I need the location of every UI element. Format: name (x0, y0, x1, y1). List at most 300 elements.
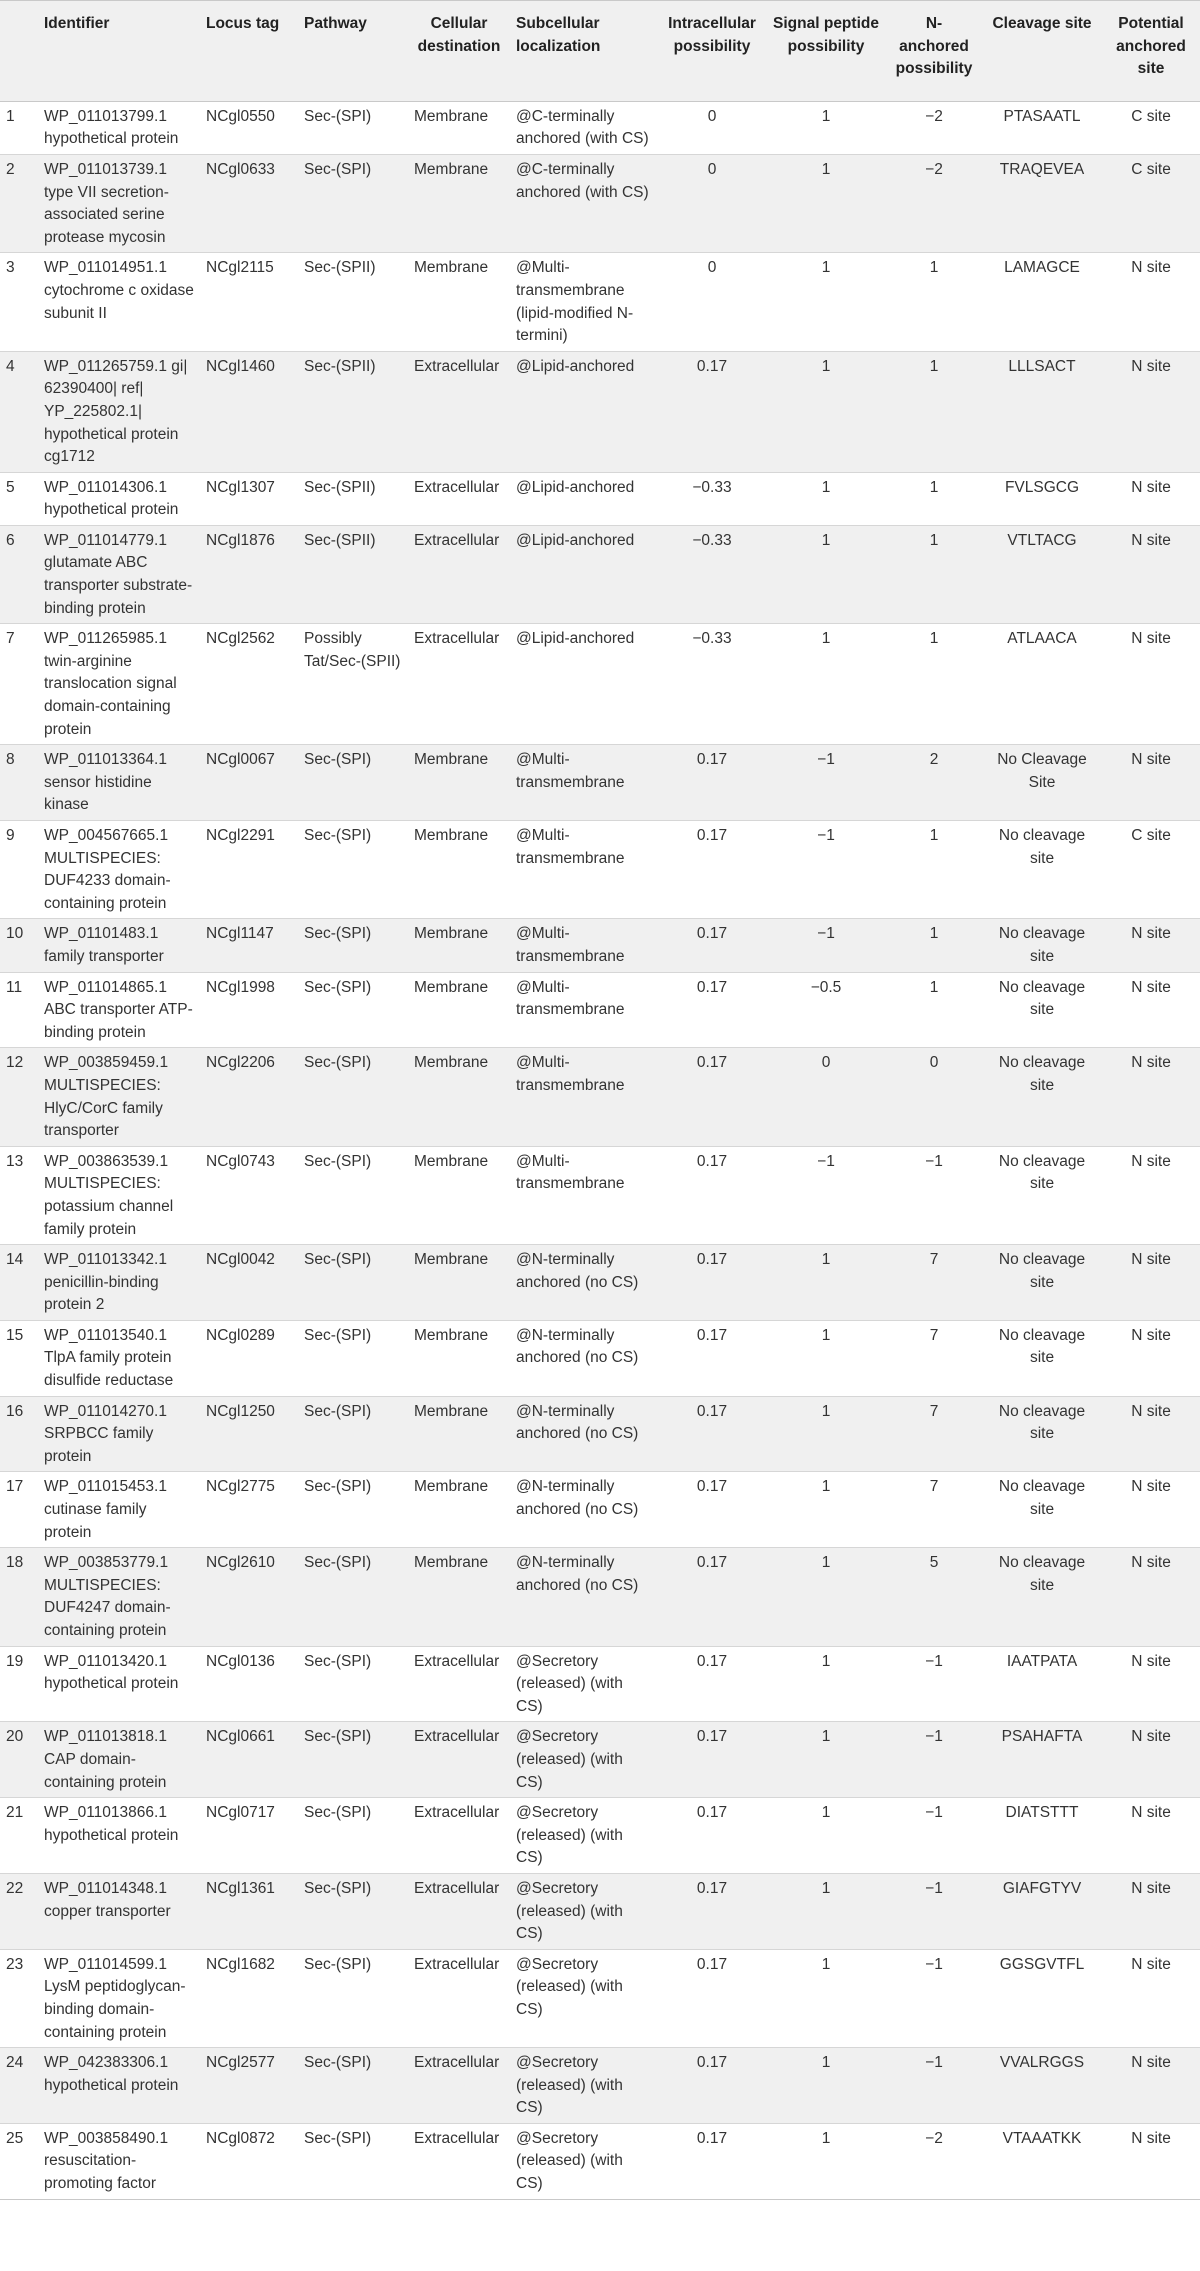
locus-tag-cell: NCgl2206 (206, 1054, 275, 1072)
cleavage-site-cell: No Cleavage Site (997, 751, 1087, 791)
subcellular-localization-cell: @Secretory (released) (with CS) (516, 2054, 623, 2117)
identifier-cell: WP_011014270.1 SRPBCC family protein (44, 1402, 167, 1465)
intracellular-possibility-cell: 0.17 (696, 2129, 728, 2147)
n-anchored-possibility-cell: 7 (929, 1478, 939, 1496)
cleavage-site-cell: FVLSGCG (1004, 478, 1080, 496)
identifier-cell: WP_011015453.1 cutinase family protein (44, 1478, 167, 1541)
subcellular-localization-cell: @N-terminally anchored (no CS) (516, 1402, 639, 1443)
n-anchored-possibility-cell: 1 (929, 357, 939, 375)
cellular-destination-cell: Membrane (414, 1402, 489, 1420)
signal-peptide-possibility-cell: 1 (821, 1652, 831, 1670)
table-row (0, 351, 1200, 472)
subcellular-localization-cell: @Multi-transmembrane (516, 827, 625, 867)
signal-peptide-possibility-cell: 0 (821, 1054, 831, 1072)
anchored-site-cell: N site (1131, 751, 1171, 769)
table-row (0, 1548, 1200, 1646)
anchored-site-cell: N site (1131, 1402, 1171, 1420)
n-anchored-possibility-cell: −1 (925, 1652, 943, 1670)
row-index: 25 (6, 2129, 24, 2147)
cleavage-site-cell: No cleavage site (998, 827, 1086, 867)
col-header-locus-tag: Locus tag (206, 15, 280, 32)
anchored-site-cell: N site (1131, 1554, 1171, 1572)
cellular-destination-cell: Extracellular (414, 1955, 500, 1973)
cellular-destination-cell: Extracellular (414, 478, 500, 496)
signal-peptide-possibility-cell: −0.5 (810, 978, 842, 996)
cellular-destination-cell: Membrane (414, 160, 489, 178)
anchored-site-cell: N site (1131, 1054, 1171, 1072)
table-row (0, 154, 1200, 252)
cleavage-site-cell: PTASAATL (1003, 107, 1081, 125)
locus-tag-cell: NCgl0550 (206, 107, 275, 125)
identifier-cell: WP_003863539.1 MULTISPECIES: potassium channel family protein (44, 1152, 174, 1238)
identifier-cell: WP_01101483.1 family transporter (44, 925, 164, 965)
subcellular-localization-cell: @Lipid-anchored (516, 357, 635, 375)
subcellular-localization-cell: @Lipid-anchored (516, 478, 635, 496)
cellular-destination-cell: Membrane (414, 107, 489, 125)
pathway-cell: Sec-(SPI) (304, 2054, 372, 2072)
locus-tag-cell: NCgl2562 (206, 630, 275, 648)
locus-tag-cell: NCgl2610 (206, 1554, 275, 1572)
n-anchored-possibility-cell: −2 (925, 107, 943, 125)
identifier-cell: WP_011014951.1 cytochrome c oxidase subunit II (44, 259, 194, 322)
table-row (0, 972, 1200, 1048)
intracellular-possibility-cell: −0.33 (692, 630, 732, 648)
identifier-cell: WP_003859459.1 MULTISPECIES: HlyC/CorC family transporter (44, 1054, 169, 1140)
locus-tag-cell: NCgl1307 (206, 478, 275, 496)
n-anchored-possibility-cell: 0 (929, 1054, 939, 1072)
anchored-site-cell: N site (1131, 1652, 1171, 1670)
signal-peptide-possibility-cell: 1 (821, 1554, 831, 1572)
anchored-site-cell: N site (1131, 1804, 1171, 1822)
table-row (0, 1245, 1200, 1321)
intracellular-possibility-cell: 0.17 (696, 827, 728, 844)
locus-tag-cell: NCgl2577 (206, 2054, 275, 2072)
col-header-cellular-destination: Cellular destination (417, 15, 501, 55)
pathway-cell: Sec-(SPII) (304, 531, 376, 549)
cellular-destination-cell: Extracellular (414, 1879, 500, 1897)
cellular-destination-cell: Membrane (414, 259, 489, 277)
locus-tag-cell: NCgl0743 (206, 1152, 275, 1170)
col-header-pathway: Pathway (304, 15, 367, 32)
identifier-cell: WP_011013818.1 CAP domain-containing protein (44, 1728, 167, 1791)
locus-tag-cell: NCgl0136 (206, 1652, 275, 1670)
identifier-cell: WP_011014779.1 glutamate ABC transporter substrate-binding protein (44, 531, 193, 617)
table-row (0, 1646, 1200, 1722)
intracellular-possibility-cell: 0.17 (696, 1251, 728, 1269)
identifier-cell: WP_011014865.1 ABC transporter ATP-binding protein (44, 978, 193, 1041)
anchored-site-cell: C site (1131, 107, 1171, 125)
table-row (0, 1949, 1200, 2047)
anchored-site-cell: N site (1131, 2054, 1171, 2072)
anchored-site-cell: N site (1131, 1326, 1171, 1344)
cleavage-site-cell: VTLTACG (1007, 531, 1077, 549)
subcellular-localization-cell: @C-terminally anchored (with CS) (516, 107, 649, 148)
intracellular-possibility-cell: 0.17 (696, 1879, 728, 1897)
intracellular-possibility-cell: −0.33 (692, 531, 732, 549)
intracellular-possibility-cell: 0.17 (696, 1728, 728, 1746)
subcellular-localization-cell: @Multi-transmembrane (516, 751, 625, 791)
pathway-cell: Sec-(SPI) (304, 1804, 372, 1822)
locus-tag-cell: NCgl0042 (206, 1251, 275, 1269)
n-anchored-possibility-cell: 7 (929, 1402, 939, 1420)
signal-peptide-possibility-cell: −1 (817, 751, 835, 769)
locus-tag-cell: NCgl1361 (206, 1879, 275, 1897)
anchored-site-cell: C site (1131, 827, 1171, 844)
n-anchored-possibility-cell: 7 (929, 1251, 939, 1269)
table-row (0, 472, 1200, 525)
pathway-cell: Sec-(SPII) (304, 357, 376, 375)
signal-peptide-possibility-cell: 1 (821, 2054, 831, 2072)
locus-tag-cell: NCgl2775 (206, 1478, 275, 1496)
pathway-cell: Sec-(SPI) (304, 1728, 372, 1746)
locus-tag-cell: NCgl0067 (206, 751, 275, 769)
table-row (0, 2048, 1200, 2124)
anchored-site-cell: N site (1131, 1955, 1171, 1973)
identifier-cell: WP_011013799.1 hypothetical protein (44, 107, 179, 148)
cleavage-site-cell: No cleavage site (998, 1326, 1086, 1367)
subcellular-localization-cell: @Multi-transmembrane (516, 978, 625, 1019)
row-index: 17 (6, 1478, 24, 1496)
subcellular-localization-cell: @N-terminally anchored (no CS) (516, 1554, 639, 1594)
table-row (0, 1722, 1200, 1798)
cleavage-site-cell: GIAFGTYV (1002, 1879, 1082, 1897)
pathway-cell: Sec-(SPI) (304, 107, 372, 125)
signal-peptide-possibility-cell: 1 (821, 160, 831, 178)
subcellular-localization-cell: @N-terminally anchored (no CS) (516, 1478, 639, 1519)
intracellular-possibility-cell: 0 (707, 160, 717, 178)
table-row (0, 1396, 1200, 1472)
locus-tag-cell: NCgl1682 (206, 1955, 275, 1973)
row-index: 14 (6, 1251, 24, 1269)
identifier-cell: WP_004567665.1 MULTISPECIES: DUF4233 domain-containing protein (44, 827, 171, 912)
subcellular-localization-cell: @Multi-transmembrane (516, 1054, 625, 1094)
table-row (0, 821, 1200, 919)
anchored-site-cell: N site (1131, 357, 1171, 375)
signal-peptide-possibility-cell: 1 (821, 357, 831, 375)
row-index: 16 (6, 1402, 24, 1420)
table-row (0, 745, 1200, 821)
locus-tag-cell: NCgl0717 (206, 1804, 275, 1822)
row-index: 22 (6, 1879, 24, 1897)
cellular-destination-cell: Membrane (414, 1326, 489, 1344)
intracellular-possibility-cell: 0.17 (696, 1326, 728, 1344)
cleavage-site-cell: LAMAGCE (1004, 259, 1080, 277)
table-body (0, 101, 1200, 2199)
pathway-cell: Sec-(SPI) (304, 1652, 372, 1670)
cellular-destination-cell: Extracellular (414, 357, 500, 375)
cleavage-site-cell: No cleavage site (998, 1478, 1086, 1519)
cellular-destination-cell: Extracellular (414, 1728, 500, 1746)
identifier-cell: WP_011013342.1 penicillin-binding protein 2 (44, 1251, 167, 1314)
signal-peptide-possibility-cell: 1 (821, 259, 831, 277)
pathway-cell: Sec-(SPI) (304, 1879, 372, 1897)
row-index: 13 (6, 1152, 24, 1170)
row-index: 12 (6, 1054, 24, 1072)
cleavage-site-cell: DIATSTTT (1005, 1804, 1079, 1822)
signal-peptide-possibility-cell: 1 (821, 1326, 831, 1344)
n-anchored-possibility-cell: 2 (929, 751, 939, 769)
n-anchored-possibility-cell: 1 (929, 478, 939, 496)
row-index: 24 (6, 2054, 24, 2072)
anchored-site-cell: N site (1131, 1251, 1171, 1269)
n-anchored-possibility-cell: −1 (925, 1728, 943, 1746)
anchored-site-cell: N site (1131, 978, 1171, 996)
cleavage-site-cell: IAATPATA (1006, 1652, 1078, 1670)
subcellular-localization-cell: @N-terminally anchored (no CS) (516, 1326, 639, 1367)
subcellular-localization-cell: @Multi-transmembrane (516, 1152, 625, 1193)
table-row (0, 1873, 1200, 1949)
cellular-destination-cell: Membrane (414, 1251, 489, 1269)
cleavage-site-cell: ATLAACA (1007, 630, 1077, 648)
pathway-cell: Sec-(SPI) (304, 1478, 372, 1496)
pathway-cell: Sec-(SPI) (304, 751, 372, 769)
pathway-cell: Sec-(SPI) (304, 925, 372, 943)
locus-tag-cell: NCgl0633 (206, 160, 275, 178)
cleavage-site-cell: No cleavage site (998, 1054, 1086, 1094)
pathway-cell: Sec-(SPI) (304, 827, 372, 844)
row-index: 15 (6, 1326, 24, 1344)
subcellular-localization-cell: @Secretory (released) (with CS) (516, 1955, 623, 2018)
row-index: 8 (6, 751, 15, 769)
signal-peptide-possibility-cell: 1 (821, 2129, 831, 2147)
col-header-n-anchored-possibility: N-anchored possibility (895, 15, 973, 78)
identifier-cell: WP_003853779.1 MULTISPECIES: DUF4247 domain-containing protein (44, 1554, 171, 1639)
table-row (0, 525, 1200, 623)
cleavage-site-cell: No cleavage site (998, 1251, 1086, 1291)
identifier-cell: WP_011013420.1 hypothetical protein (44, 1652, 179, 1693)
table-row (0, 101, 1200, 154)
cellular-destination-cell: Membrane (414, 1554, 489, 1572)
pathway-cell: Sec-(SPI) (304, 978, 372, 996)
identifier-cell: WP_011014348.1 copper transporter (44, 1879, 171, 1920)
cellular-destination-cell: Membrane (414, 751, 489, 769)
cleavage-site-cell: No cleavage site (998, 1402, 1086, 1443)
n-anchored-possibility-cell: −1 (925, 1955, 943, 1973)
n-anchored-possibility-cell: −1 (925, 2054, 943, 2072)
row-index: 3 (6, 259, 15, 277)
row-index: 10 (6, 925, 24, 943)
col-header-potential-anchored-site: Potential anchored site (1116, 15, 1186, 78)
locus-tag-cell: NCgl1998 (206, 978, 275, 996)
cellular-destination-cell: Membrane (414, 1152, 489, 1170)
row-index: 18 (6, 1554, 24, 1572)
anchored-site-cell: N site (1131, 925, 1171, 943)
row-index: 20 (6, 1728, 24, 1746)
n-anchored-possibility-cell: 1 (929, 925, 939, 943)
intracellular-possibility-cell: 0 (707, 107, 717, 125)
row-index: 2 (6, 160, 15, 178)
col-header-signal-peptide-possibility: Signal peptide possibility (773, 15, 879, 55)
intracellular-possibility-cell: 0.17 (696, 1054, 728, 1072)
intracellular-possibility-cell: 0.17 (696, 1804, 728, 1822)
subcellular-localization-cell: @Secretory (released) (with CS) (516, 2129, 623, 2193)
pathway-cell: Sec-(SPI) (304, 2129, 372, 2147)
cellular-destination-cell: Extracellular (414, 531, 500, 549)
col-header-cleavage-site: Cleavage site (992, 15, 1092, 32)
cellular-destination-cell: Extracellular (414, 2129, 500, 2147)
subcellular-localization-cell: @Multi-transmembrane (lipid-modified N-termini) (516, 259, 634, 345)
cleavage-site-cell: VVALRGGS (999, 2054, 1085, 2072)
identifier-cell: WP_011265759.1 gi| 62390400| ref| YP_225802.1| hypothetical protein cg1712 (44, 357, 188, 466)
n-anchored-possibility-cell: 1 (929, 827, 939, 844)
cleavage-site-cell: GGSGVTFL (999, 1955, 1085, 1973)
intracellular-possibility-cell: 0.17 (696, 1554, 728, 1572)
cellular-destination-cell: Extracellular (414, 2054, 500, 2072)
locus-tag-cell: NCgl0872 (206, 2129, 275, 2147)
cleavage-site-cell: TRAQEVEA (999, 160, 1085, 178)
intracellular-possibility-cell: 0.17 (696, 1152, 728, 1170)
row-index: 6 (6, 531, 15, 549)
identifier-cell: WP_011265985.1 twin-arginine translocation signal domain-containing protein (44, 630, 177, 738)
subcellular-localization-cell: @Multi-transmembrane (516, 925, 625, 965)
row-index: 19 (6, 1652, 24, 1670)
locus-tag-cell: NCgl1147 (206, 925, 274, 943)
cellular-destination-cell: Membrane (414, 1478, 489, 1496)
row-index: 9 (6, 827, 15, 844)
subcellular-localization-cell: @Secretory (released) (with CS) (516, 1879, 623, 1943)
cleavage-site-cell: LLLSACT (1008, 357, 1076, 375)
cleavage-site-cell: No cleavage site (998, 1554, 1086, 1594)
row-index: 11 (6, 978, 23, 996)
locus-tag-cell: NCgl1876 (206, 531, 275, 549)
n-anchored-possibility-cell: −2 (925, 160, 943, 178)
n-anchored-possibility-cell: 1 (929, 531, 939, 549)
anchored-site-cell: N site (1131, 259, 1171, 277)
col-header-identifier: Identifier (44, 15, 110, 32)
identifier-cell: WP_011013866.1 hypothetical protein (44, 1804, 179, 1844)
subcellular-localization-cell: @C-terminally anchored (with CS) (516, 160, 649, 201)
table-row (0, 1146, 1200, 1244)
col-header-subcellular-localization: Subcellular localization (516, 15, 601, 55)
subcellular-localization-cell: @Secretory (released) (with CS) (516, 1728, 623, 1791)
col-header-intracellular-possibility: Intracellular possibility (668, 15, 756, 55)
subcellular-localization-cell: @Lipid-anchored (516, 630, 635, 648)
row-index: 5 (6, 478, 15, 496)
intracellular-possibility-cell: 0.17 (696, 1478, 728, 1496)
cleavage-site-cell: No cleavage site (998, 978, 1086, 1019)
pathway-cell: Sec-(SPII) (304, 259, 376, 277)
pathway-cell: Sec-(SPI) (304, 160, 372, 178)
identifier-cell: WP_011014599.1 LysM peptidoglycan-binding domain-containing protein (44, 1955, 186, 2041)
cellular-destination-cell: Membrane (414, 978, 489, 996)
cellular-destination-cell: Membrane (414, 1054, 489, 1072)
table-row (0, 1320, 1200, 1396)
identifier-cell: WP_003858490.1 resuscitation-promoting factor (44, 2129, 169, 2193)
n-anchored-possibility-cell: −2 (925, 2129, 943, 2147)
pathway-cell: Sec-(SPI) (304, 1251, 372, 1269)
identifier-cell: WP_011014306.1 hypothetical protein (44, 478, 179, 519)
table-row (0, 1798, 1200, 1874)
subcellular-localization-cell: @Secretory (released) (with CS) (516, 1804, 623, 1867)
row-index: 4 (6, 357, 15, 375)
table-row (0, 919, 1200, 972)
cleavage-site-cell: VTAAATKK (1002, 2129, 1082, 2147)
cellular-destination-cell: Membrane (414, 925, 489, 943)
n-anchored-possibility-cell: −1 (925, 1804, 943, 1822)
intracellular-possibility-cell: 0 (707, 259, 717, 277)
signal-peptide-possibility-cell: 1 (821, 1728, 831, 1746)
cellular-destination-cell: Membrane (414, 827, 489, 844)
locus-tag-cell: NCgl0289 (206, 1326, 275, 1344)
pathway-cell: Sec-(SPI) (304, 1955, 372, 1973)
anchored-site-cell: N site (1131, 1879, 1171, 1897)
signal-peptide-possibility-cell: 1 (821, 531, 831, 549)
n-anchored-possibility-cell: 5 (929, 1554, 939, 1572)
pathway-cell: Sec-(SPI) (304, 1402, 372, 1420)
pathway-cell: Sec-(SPI) (304, 1554, 372, 1572)
anchored-site-cell: N site (1131, 1728, 1171, 1746)
anchored-site-cell: N site (1131, 478, 1171, 496)
locus-tag-cell: NCgl0661 (206, 1728, 275, 1746)
identifier-cell: WP_011013739.1 type VII secretion-associated serine protease mycosin (44, 160, 169, 246)
signal-peptide-possibility-cell: 1 (821, 107, 831, 125)
locus-tag-cell: NCgl2291 (206, 827, 275, 844)
cellular-destination-cell: Extracellular (414, 1652, 500, 1670)
n-anchored-possibility-cell: 7 (929, 1326, 939, 1344)
signal-peptide-possibility-cell: 1 (821, 630, 831, 648)
signal-peptide-possibility-cell: −1 (817, 925, 835, 943)
intracellular-possibility-cell: 0.17 (696, 357, 728, 375)
anchored-site-cell: C site (1131, 160, 1171, 178)
intracellular-possibility-cell: 0.17 (696, 925, 728, 943)
intracellular-possibility-cell: 0.17 (696, 1652, 728, 1670)
identifier-cell: WP_011013364.1 sensor histidine kinase (44, 751, 167, 814)
cellular-destination-cell: Extracellular (414, 1804, 500, 1822)
anchored-site-cell: N site (1131, 1478, 1171, 1496)
signal-peptide-possibility-cell: −1 (817, 827, 835, 844)
cleavage-site-cell: PSAHAFTA (1001, 1728, 1083, 1746)
col-header-index (0, 1, 38, 102)
cleavage-site-cell: No cleavage site (998, 1152, 1086, 1193)
signal-peptide-possibility-cell: 1 (821, 1478, 831, 1496)
n-anchored-possibility-cell: 1 (929, 630, 939, 648)
table-row (0, 253, 1200, 351)
anchored-site-cell: N site (1131, 1152, 1171, 1170)
table-header-row (0, 1, 1200, 102)
identifier-cell: WP_011013540.1 TlpA family protein disulfide reductase (44, 1326, 174, 1390)
intracellular-possibility-cell: 0.17 (696, 2054, 728, 2072)
n-anchored-possibility-cell: 1 (929, 259, 939, 277)
signal-peptide-possibility-cell: 1 (821, 1879, 831, 1897)
subcellular-localization-cell: @Lipid-anchored (516, 531, 635, 549)
n-anchored-possibility-cell: −1 (925, 1879, 943, 1897)
table-row (0, 2123, 1200, 2199)
intracellular-possibility-cell: 0.17 (696, 1955, 728, 1973)
table-row (0, 1472, 1200, 1548)
pathway-cell: Sec-(SPI) (304, 1054, 372, 1072)
signal-peptide-possibility-cell: 1 (821, 478, 831, 496)
signal-peptide-possibility-cell: −1 (817, 1152, 835, 1170)
signal-peptide-possibility-cell: 1 (821, 1955, 831, 1973)
pathway-cell: Sec-(SPI) (304, 1326, 372, 1344)
row-index: 1 (6, 107, 15, 125)
row-index: 23 (6, 1955, 24, 1973)
subcellular-localization-cell: @N-terminally anchored (no CS) (516, 1251, 639, 1291)
intracellular-possibility-cell: 0.17 (696, 1402, 728, 1420)
signal-peptide-possibility-cell: 1 (821, 1251, 831, 1269)
row-index: 7 (6, 630, 15, 648)
intracellular-possibility-cell: −0.33 (692, 478, 732, 496)
signal-peptide-possibility-cell: 1 (821, 1402, 831, 1420)
pathway-cell: Sec-(SPII) (304, 478, 376, 496)
n-anchored-possibility-cell: −1 (925, 1152, 943, 1170)
cellular-destination-cell: Extracellular (414, 630, 500, 648)
table-row (0, 624, 1200, 745)
anchored-site-cell: N site (1131, 531, 1171, 549)
signal-peptide-possibility-cell: 1 (821, 1804, 831, 1822)
row-index: 21 (6, 1804, 24, 1822)
n-anchored-possibility-cell: 1 (929, 978, 939, 996)
